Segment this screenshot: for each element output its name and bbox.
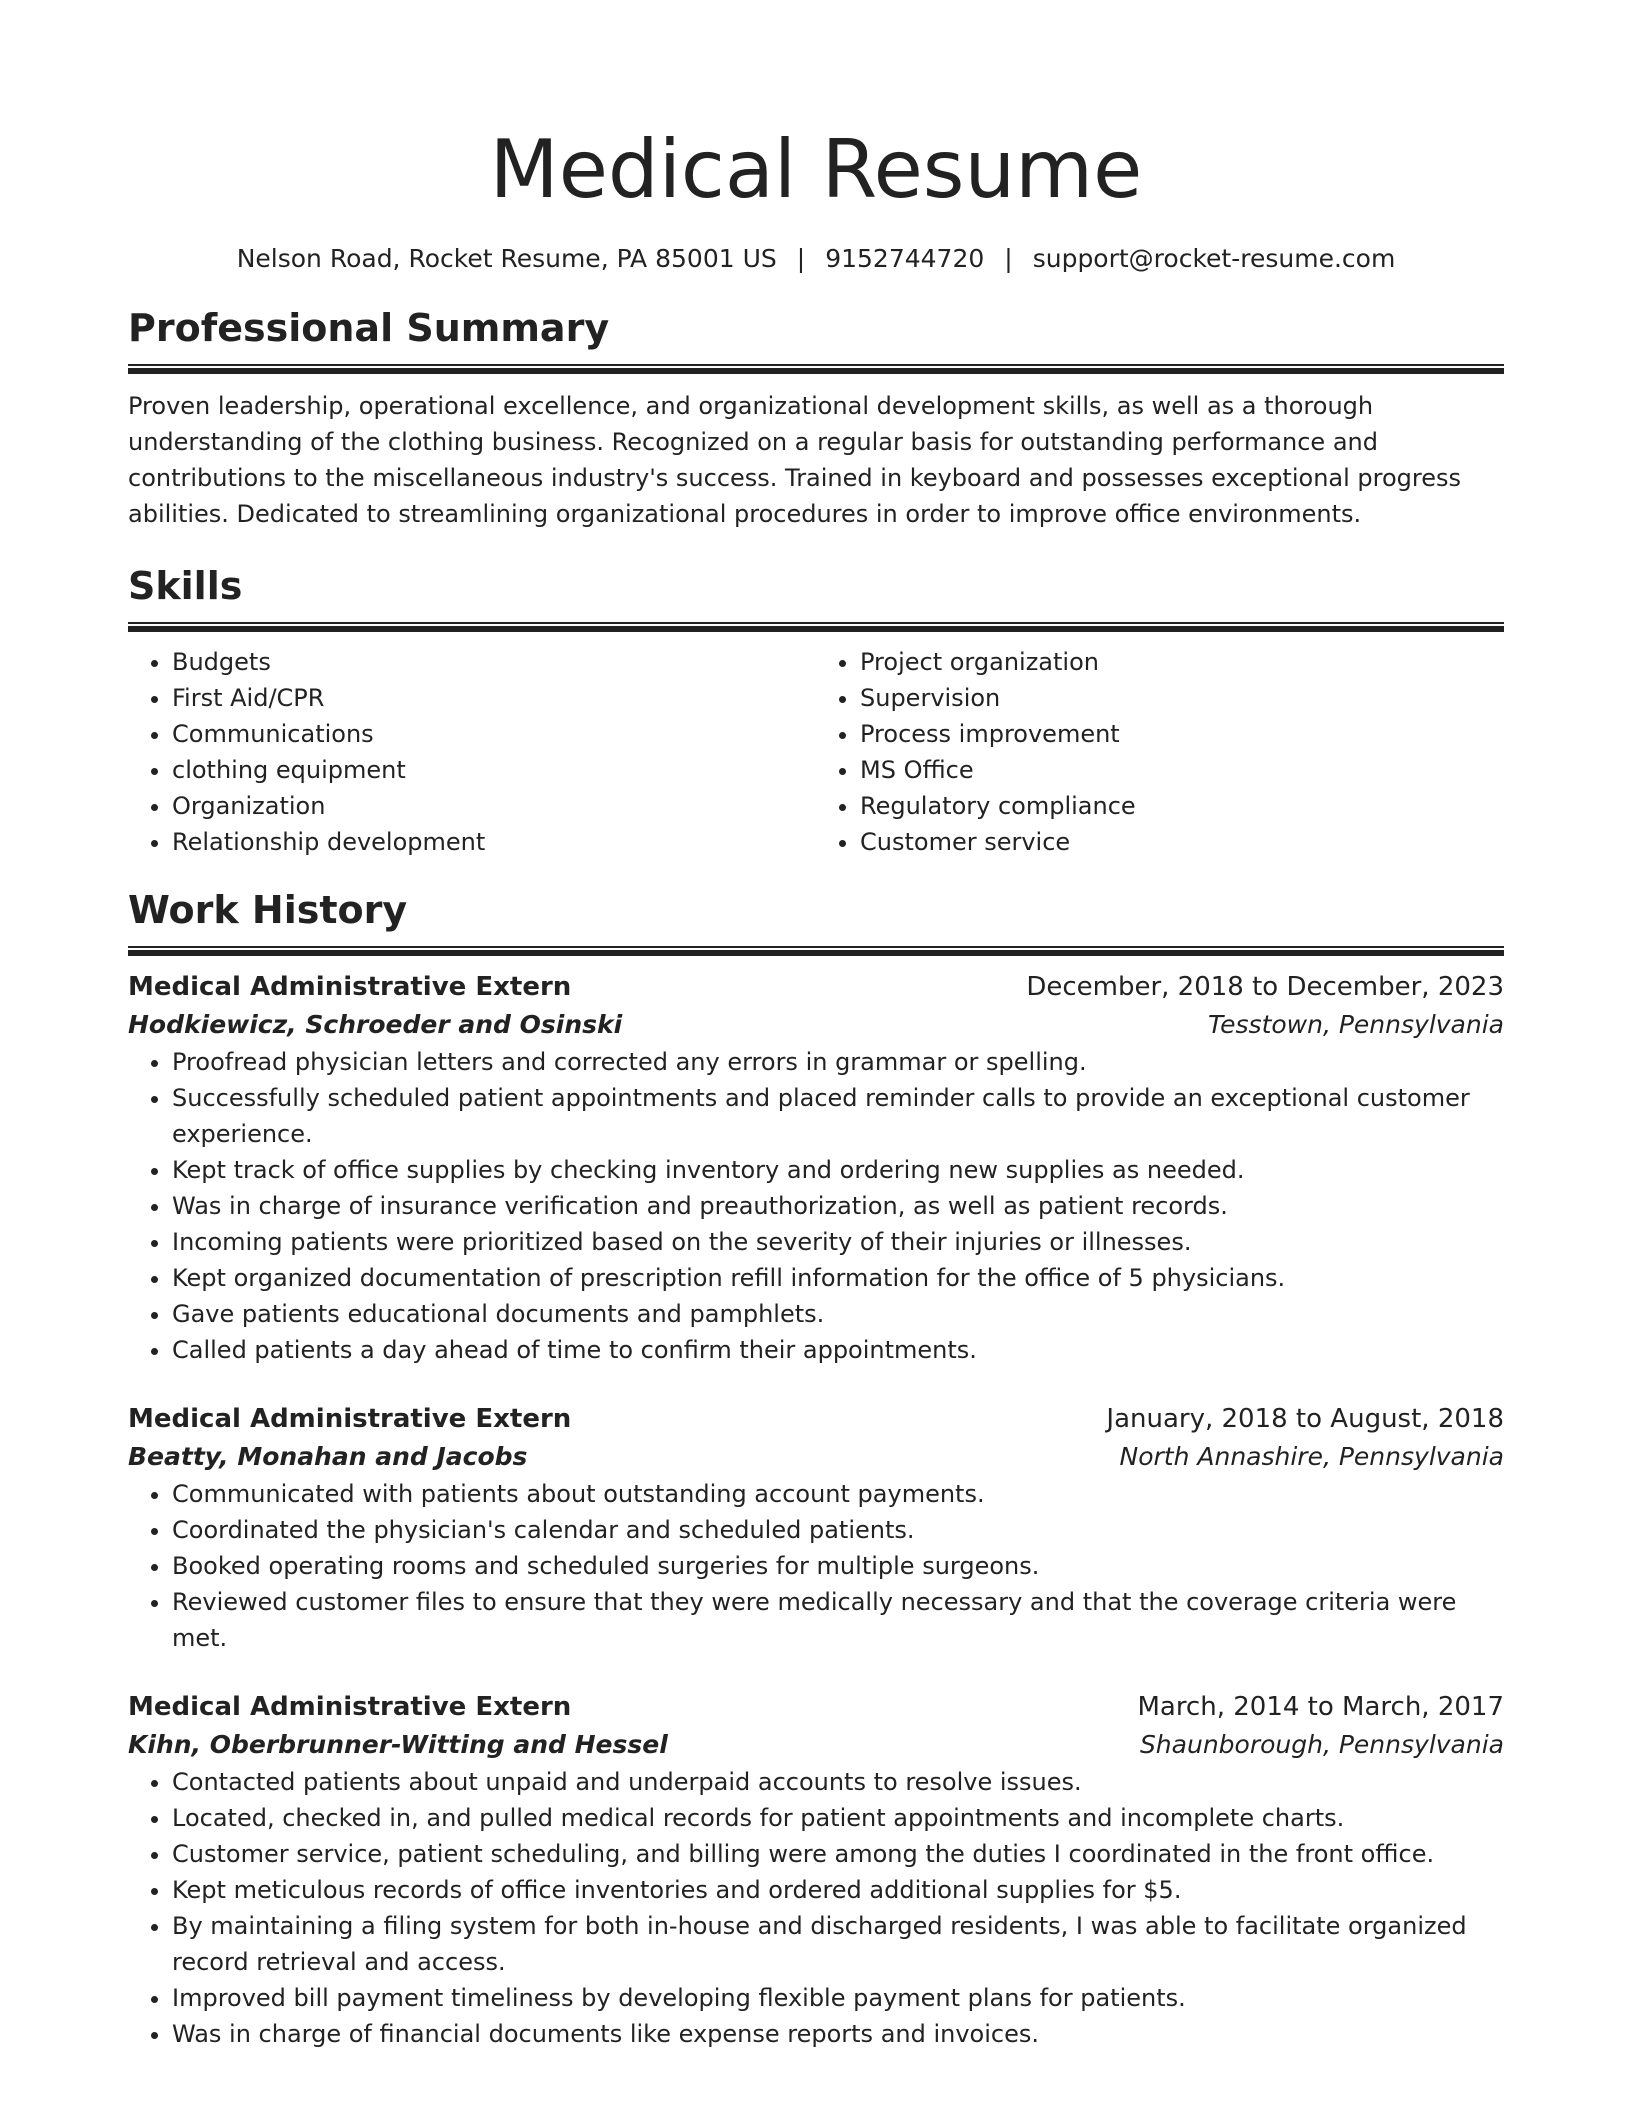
job-bullet: • Customer service, patient scheduling, and billing were among the duties I coordinated in the front office. [172, 1836, 1504, 1872]
resume-name: Medical Resume [489, 123, 1143, 216]
skill-item: • First Aid/CPR [172, 680, 816, 716]
summary-text: Proven leadership, operational excellence, and organizational development skills, as well as a thorough understanding of the clothing business. Recognized on a regular basis for outstanding performance and contributions to the miscellaneous industry's success. Trained in keyboard and possesses exceptional progress abilities. Dedicated to streamlining organizational procedures in order to improve office environments. [128, 392, 1462, 528]
job-title: Medical Administrative Extern [128, 1692, 572, 1722]
contact-phone: 9152744720 [825, 244, 985, 273]
job-bullet: • Contacted patients about unpaid and underpaid accounts to resolve issues. [172, 1764, 1504, 1800]
job-bullet: • Reviewed customer files to ensure that they were medically necessary and that the coverage criteria were met. [172, 1584, 1504, 1656]
job-bullet: • Kept track of office supplies by checking inventory and ordering new supplies as needed. [172, 1152, 1504, 1188]
summary-section [128, 304, 1504, 532]
section-title-summary: Professional Summary [128, 306, 610, 350]
job-bullet: • By maintaining a filing system for both in-house and discharged residents, I was able to facilitate organized record retrieval and access. [172, 1908, 1504, 1980]
job-bullet: • Booked operating rooms and scheduled surgeries for multiple surgeons. [172, 1548, 1504, 1584]
skills-column-left [128, 644, 816, 860]
skills-section [128, 562, 1504, 860]
skill-item: • Project organization [860, 644, 1504, 680]
job-dates: March, 2014 to March, 2017 [1137, 1692, 1504, 1722]
skill-item: • clothing equipment [172, 752, 816, 788]
job-bullet: • Incoming patients were prioritized based on the severity of their injuries or illnesses. [172, 1224, 1504, 1260]
job-bullet: • Successfully scheduled patient appointments and placed reminder calls to provide an exceptional customer experience. [172, 1080, 1504, 1152]
job-bullet-list [128, 1764, 1504, 2052]
skill-item: • Budgets [172, 644, 816, 680]
job-header [128, 1400, 1504, 1438]
job-bullet-list [128, 1476, 1504, 1656]
contact-address: Nelson Road, Rocket Resume, PA 85001 US [236, 244, 777, 273]
skill-item: • Relationship development [172, 824, 816, 860]
contact-separator: | [1004, 244, 1013, 273]
skill-item: • Communications [172, 716, 816, 752]
job-subheader [128, 1726, 1504, 1764]
job-bullet-list [128, 1044, 1504, 1368]
job-bullet: • Proofread physician letters and corrected any errors in grammar or spelling. [172, 1044, 1504, 1080]
section-divider [128, 622, 1504, 632]
job-location: Shaunborough, Pennsylvania [1139, 1730, 1504, 1759]
contact-email: support@rocket-resume.com [1032, 244, 1396, 273]
section-title-work: Work History [128, 888, 408, 932]
job-location: Tesstown, Pennsylvania [1207, 1010, 1504, 1039]
job-entry [128, 968, 1504, 1368]
skill-item: • Organization [172, 788, 816, 824]
job-company: Hodkiewicz, Schroeder and Osinski [128, 1010, 623, 1039]
job-title: Medical Administrative Extern [128, 1404, 572, 1434]
contact-line [128, 242, 1504, 276]
skills-column-right [816, 644, 1504, 860]
section-title-skills: Skills [128, 564, 243, 608]
job-bullet: • Coordinated the physician's calendar and scheduled patients. [172, 1512, 1504, 1548]
job-entry [128, 1400, 1504, 1656]
job-bullet: • Called patients a day ahead of time to confirm their appointments. [172, 1332, 1504, 1368]
skill-item: • MS Office [860, 752, 1504, 788]
job-subheader [128, 1438, 1504, 1476]
job-subheader [128, 1006, 1504, 1044]
job-entry [128, 1688, 1504, 2052]
job-company: Beatty, Monahan and Jacobs [128, 1442, 528, 1471]
job-bullet: • Kept organized documentation of prescription refill information for the office of 5 physicians. [172, 1260, 1504, 1296]
section-divider [128, 946, 1504, 956]
skill-item: • Supervision [860, 680, 1504, 716]
job-header [128, 968, 1504, 1006]
skill-item: • Process improvement [860, 716, 1504, 752]
skill-item: • Regulatory compliance [860, 788, 1504, 824]
job-dates: January, 2018 to August, 2018 [1106, 1404, 1504, 1434]
job-bullet: • Was in charge of financial documents like expense reports and invoices. [172, 2016, 1504, 2052]
job-dates: December, 2018 to December, 2023 [1026, 972, 1504, 1002]
job-bullet: • Improved bill payment timeliness by developing flexible payment plans for patients. [172, 1980, 1504, 2016]
job-title: Medical Administrative Extern [128, 972, 572, 1002]
skills-grid [128, 644, 1504, 860]
skill-item: • Customer service [860, 824, 1504, 860]
job-header [128, 1688, 1504, 1726]
job-bullet: • Communicated with patients about outstanding account payments. [172, 1476, 1504, 1512]
job-location: North Annashire, Pennsylvania [1119, 1442, 1504, 1471]
job-bullet: • Located, checked in, and pulled medical records for patient appointments and incomplete charts. [172, 1800, 1504, 1836]
section-divider [128, 364, 1504, 374]
job-bullet: • Kept meticulous records of office inventories and ordered additional supplies for $5. [172, 1872, 1504, 1908]
contact-separator: | [796, 244, 806, 273]
work-section [128, 886, 1504, 2052]
job-bullet: • Was in charge of insurance verification and preauthorization, as well as patient records. [172, 1188, 1504, 1224]
job-bullet: • Gave patients educational documents and pamphlets. [172, 1296, 1504, 1332]
job-company: Kihn, Oberbrunner-Witting and Hessel [128, 1730, 668, 1759]
